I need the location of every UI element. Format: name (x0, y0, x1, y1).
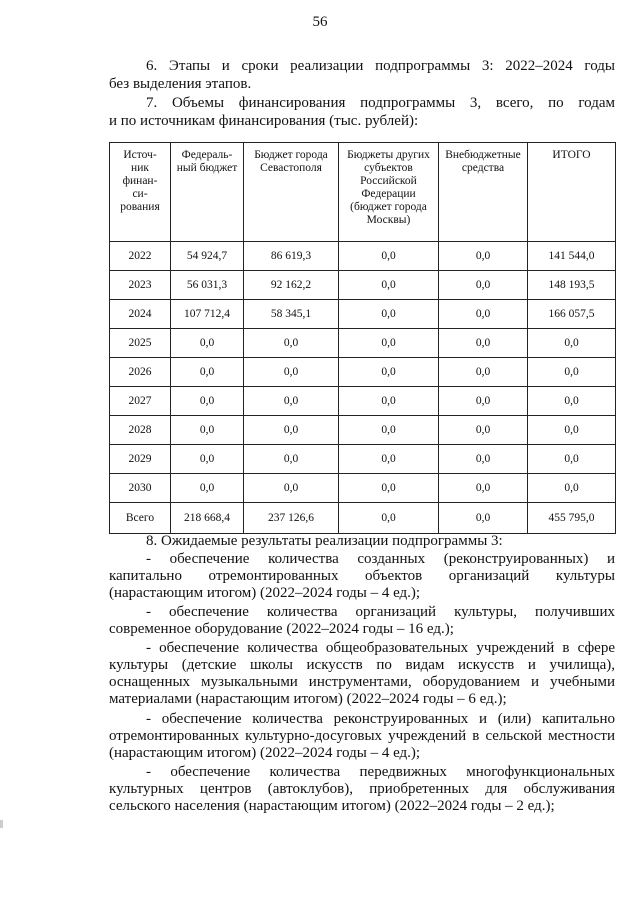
result-item: - обеспечение количества общеобразовательных учреждений в сфере культуры (детские школы искусств по видам искусств и училища), оснащенных музыкальными инструментами, оборудованием и учебными материалами (нарастающим итогом) (2022–2024 годы – 6 ед.); (109, 640, 615, 707)
cell-other-subjects: 0,0 (339, 242, 439, 271)
header-federal-budget: Федераль- ный бюджет (171, 143, 244, 242)
cell-other-subjects: 0,0 (339, 387, 439, 416)
cell-total-label: Всего (110, 503, 171, 534)
section7-line2: и по источникам финансирования (тыс. рублей): (109, 113, 419, 129)
table-row (110, 445, 616, 474)
cell-total: 141 544,0 (528, 242, 616, 271)
cell-total: 0,0 (528, 387, 616, 416)
cell-federal: 0,0 (171, 387, 244, 416)
result-item: - обеспечение количества реконструированных и (или) капитально отремонтированных культурно-досуговых учреждений в сельской местности (нарастающим итогом) (2022–2024 годы – 4 ед.); (109, 711, 615, 761)
page-number: 56 (312, 14, 328, 30)
result-item: - обеспечение количества организаций культуры, получивших современное оборудование (2022–2024 годы – 16 ед.); (109, 604, 615, 637)
cell-federal: 0,0 (171, 358, 244, 387)
cell-extrabudgetary: 0,0 (439, 300, 528, 329)
cell-sevastopol: 58 345,1 (244, 300, 339, 329)
cell-year: 2022 (110, 242, 171, 271)
cell-other-subjects: 0,0 (339, 416, 439, 445)
cell-other-subjects: 0,0 (339, 358, 439, 387)
cell-total-other-subjects: 0,0 (339, 503, 439, 534)
header-sevastopol-budget: Бюджет города Севастополя (244, 143, 339, 242)
cell-other-subjects: 0,0 (339, 329, 439, 358)
scan-edge-mark (0, 820, 3, 828)
cell-sevastopol: 0,0 (244, 358, 339, 387)
table-row (110, 358, 616, 387)
cell-extrabudgetary: 0,0 (439, 474, 528, 503)
table-total-row (110, 503, 616, 534)
result-item: - обеспечение количества передвижных многофункциональных культурных центров (автоклубов), приобретенных для обслуживания сельского населения (нарастающим итогом) (2022–2024 годы – 2 ед.); (109, 764, 615, 814)
header-source: Источ- ник финан- си- рования (110, 143, 171, 242)
cell-year: 2027 (110, 387, 171, 416)
table-header-row (110, 143, 616, 242)
cell-total: 166 057,5 (528, 300, 616, 329)
cell-sevastopol: 86 619,3 (244, 242, 339, 271)
cell-other-subjects: 0,0 (339, 445, 439, 474)
cell-sevastopol: 0,0 (244, 387, 339, 416)
cell-grand-total: 455 795,0 (528, 503, 616, 534)
table-row (110, 387, 616, 416)
cell-extrabudgetary: 0,0 (439, 271, 528, 300)
cell-sevastopol: 0,0 (244, 416, 339, 445)
cell-sevastopol: 92 162,2 (244, 271, 339, 300)
table-row (110, 271, 616, 300)
cell-extrabudgetary: 0,0 (439, 329, 528, 358)
table-row (110, 474, 616, 503)
cell-total: 0,0 (528, 416, 616, 445)
cell-sevastopol: 0,0 (244, 329, 339, 358)
cell-federal: 107 712,4 (171, 300, 244, 329)
cell-year: 2030 (110, 474, 171, 503)
cell-extrabudgetary: 0,0 (439, 358, 528, 387)
section8-heading: 8. Ожидаемые результаты реализации подпрограммы 3: (146, 533, 503, 549)
table-row (110, 329, 616, 358)
header-other-subjects-budget: Бюджеты других субъектов Российской Федерации (бюджет города Москвы) (339, 143, 439, 242)
result-item: - обеспечение количества созданных (реконструированных) и капитально отремонтированных объектов организаций культуры (нарастающим итогом) (2022–2024 годы – 4 ед.); (109, 551, 615, 601)
cell-sevastopol: 0,0 (244, 474, 339, 503)
section7-line1: 7. Объемы финансирования подпрограммы 3, всего, по годам (146, 95, 615, 111)
cell-total-federal: 218 668,4 (171, 503, 244, 534)
table-row (110, 242, 616, 271)
cell-year: 2028 (110, 416, 171, 445)
cell-total: 0,0 (528, 445, 616, 474)
cell-year: 2025 (110, 329, 171, 358)
cell-extrabudgetary: 0,0 (439, 445, 528, 474)
cell-total-sevastopol: 237 126,6 (244, 503, 339, 534)
cell-extrabudgetary: 0,0 (439, 387, 528, 416)
cell-sevastopol: 0,0 (244, 445, 339, 474)
cell-federal: 0,0 (171, 416, 244, 445)
cell-year: 2023 (110, 271, 171, 300)
cell-year: 2026 (110, 358, 171, 387)
cell-other-subjects: 0,0 (339, 271, 439, 300)
table-row (110, 416, 616, 445)
cell-total: 0,0 (528, 474, 616, 503)
cell-federal: 0,0 (171, 329, 244, 358)
section6-line2: без выделения этапов. (109, 76, 252, 92)
table-row (110, 300, 616, 329)
cell-other-subjects: 0,0 (339, 300, 439, 329)
header-extrabudgetary: Внебюджетные средства (439, 143, 528, 242)
cell-extrabudgetary: 0,0 (439, 242, 528, 271)
cell-total-extrabudgetary: 0,0 (439, 503, 528, 534)
cell-total: 0,0 (528, 358, 616, 387)
cell-federal: 56 031,3 (171, 271, 244, 300)
cell-federal: 54 924,7 (171, 242, 244, 271)
financing-table (109, 142, 616, 534)
cell-year: 2024 (110, 300, 171, 329)
cell-extrabudgetary: 0,0 (439, 416, 528, 445)
cell-federal: 0,0 (171, 474, 244, 503)
cell-year: 2029 (110, 445, 171, 474)
cell-other-subjects: 0,0 (339, 474, 439, 503)
cell-total: 148 193,5 (528, 271, 616, 300)
cell-federal: 0,0 (171, 445, 244, 474)
cell-total: 0,0 (528, 329, 616, 358)
section6-line1: 6. Этапы и сроки реализации подпрограммы 3: 2022–2024 годы (146, 58, 615, 74)
header-total: ИТОГО (528, 143, 616, 242)
